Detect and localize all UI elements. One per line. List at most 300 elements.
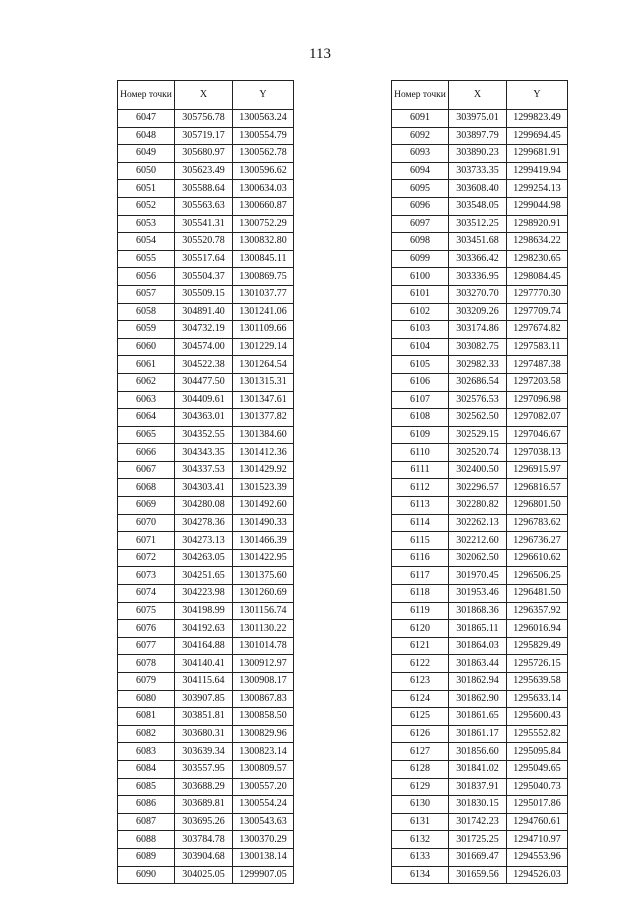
table-row [118,479,294,497]
point-number-cell: 6120 [392,620,449,638]
table-row [392,285,568,303]
y-cell: 1300554.79 [233,127,294,145]
table-row [118,180,294,198]
x-cell: 301659.56 [449,866,507,884]
point-number-cell: 6079 [118,673,175,691]
point-number-cell: 6085 [118,778,175,796]
x-cell: 304273.13 [175,532,233,550]
y-cell: 1299694.45 [507,127,568,145]
table-row [392,162,568,180]
x-cell: 301953.46 [449,585,507,603]
table-row [118,250,294,268]
table-row [118,338,294,356]
y-cell: 1300752.29 [233,215,294,233]
point-number-cell: 6115 [392,532,449,550]
y-cell: 1296783.62 [507,514,568,532]
y-cell: 1296610.62 [507,549,568,567]
x-cell: 302400.50 [449,461,507,479]
point-number-cell: 6095 [392,180,449,198]
point-number-cell: 6113 [392,497,449,515]
x-cell: 304303.41 [175,479,233,497]
point-number-cell: 6100 [392,268,449,286]
table-row [118,514,294,532]
table-row [392,725,568,743]
x-cell: 304574.00 [175,338,233,356]
point-number-cell: 6122 [392,655,449,673]
x-header: X [175,81,233,110]
y-cell: 1301260.69 [233,585,294,603]
x-cell: 304343.35 [175,444,233,462]
point-number-cell: 6108 [392,409,449,427]
x-cell: 303270.70 [449,285,507,303]
y-cell: 1300858.50 [233,708,294,726]
table-row [118,110,294,128]
table-row [392,233,568,251]
y-cell: 1301377.82 [233,409,294,427]
table-row [392,866,568,884]
y-cell: 1297096.98 [507,391,568,409]
point-number-cell: 6075 [118,602,175,620]
point-number-cell: 6129 [392,778,449,796]
x-cell: 305756.78 [175,110,233,128]
y-cell: 1296915.97 [507,461,568,479]
point-number-cell: 6078 [118,655,175,673]
point-number-cell: 6117 [392,567,449,585]
x-cell: 302982.33 [449,356,507,374]
table-row [392,778,568,796]
point-number-cell: 6118 [392,585,449,603]
x-cell: 303366.42 [449,250,507,268]
y-cell: 1296816.57 [507,479,568,497]
table-row [392,127,568,145]
y-cell: 1301347.61 [233,391,294,409]
table-row [118,778,294,796]
y-cell: 1300543.63 [233,813,294,831]
point-number-cell: 6052 [118,197,175,215]
y-cell: 1301229.14 [233,338,294,356]
y-cell: 1295639.58 [507,673,568,691]
point-number-cell: 6064 [118,409,175,427]
y-cell: 1301490.33 [233,514,294,532]
table-row [118,743,294,761]
y-cell: 1295726.15 [507,655,568,673]
point-number-cell: 6097 [392,215,449,233]
y-cell: 1297487.38 [507,356,568,374]
point-number-cell: 6082 [118,725,175,743]
table-row [392,180,568,198]
table-row [392,321,568,339]
point-number-cell: 6093 [392,145,449,163]
point-number-cell: 6083 [118,743,175,761]
point-number-cell: 6111 [392,461,449,479]
y-cell: 1301375.60 [233,567,294,585]
y-cell: 1297583.11 [507,338,568,356]
y-cell: 1301412.36 [233,444,294,462]
point-number-cell: 6133 [392,848,449,866]
y-cell: 1295552.82 [507,725,568,743]
point-number-cell: 6125 [392,708,449,726]
x-cell: 305517.64 [175,250,233,268]
point-number-cell: 6121 [392,637,449,655]
table-row [118,690,294,708]
table-row [118,233,294,251]
point-number-cell: 6070 [118,514,175,532]
y-cell: 1296481.50 [507,585,568,603]
x-cell: 304477.50 [175,373,233,391]
point-number-cell: 6088 [118,831,175,849]
table-row [392,426,568,444]
x-cell: 303680.31 [175,725,233,743]
point-number-cell: 6060 [118,338,175,356]
x-cell: 302212.60 [449,532,507,550]
table-row [392,391,568,409]
table-row [392,145,568,163]
point-number-cell: 6112 [392,479,449,497]
y-cell: 1300829.96 [233,725,294,743]
table-row [392,673,568,691]
table-row [118,145,294,163]
x-cell: 301669.47 [449,848,507,866]
point-number-cell: 6054 [118,233,175,251]
y-cell: 1300908.17 [233,673,294,691]
y-cell: 1298920.91 [507,215,568,233]
table-row [392,602,568,620]
table-row [118,831,294,849]
table-row [392,813,568,831]
x-cell: 303907.85 [175,690,233,708]
y-cell: 1298084.45 [507,268,568,286]
x-cell: 304198.99 [175,602,233,620]
point-number-cell: 6096 [392,197,449,215]
table-row [392,620,568,638]
y-cell: 1294710.97 [507,831,568,849]
y-cell: 1301241.06 [233,303,294,321]
table-row [118,162,294,180]
point-number-cell: 6055 [118,250,175,268]
x-cell: 301837.91 [449,778,507,796]
y-cell: 1300823.14 [233,743,294,761]
x-cell: 303512.25 [449,215,507,233]
y-cell: 1301264.54 [233,356,294,374]
point-number-cell: 6131 [392,813,449,831]
table-row [118,356,294,374]
table-row [392,479,568,497]
point-number-cell: 6061 [118,356,175,374]
table-row [392,514,568,532]
x-cell: 303975.01 [449,110,507,128]
y-cell: 1300809.57 [233,760,294,778]
table-row [118,268,294,286]
right-table-body [392,110,568,884]
point-number-cell: 6065 [118,426,175,444]
table-header-row [392,81,568,110]
point-number-cell: 6069 [118,497,175,515]
table-row [392,708,568,726]
table-row [118,848,294,866]
x-cell: 303688.29 [175,778,233,796]
x-cell: 303608.40 [449,180,507,198]
y-cell: 1300912.97 [233,655,294,673]
x-cell: 301856.60 [449,743,507,761]
y-cell: 1300660.87 [233,197,294,215]
table-row [392,831,568,849]
table-row [118,197,294,215]
table-row [118,620,294,638]
y-cell: 1300867.83 [233,690,294,708]
x-cell: 304891.40 [175,303,233,321]
x-cell: 304278.36 [175,514,233,532]
page-number: 113 [309,46,331,62]
point-number-cell: 6107 [392,391,449,409]
x-cell: 305563.63 [175,197,233,215]
table-row [392,743,568,761]
point-number-cell: 6126 [392,725,449,743]
x-cell: 305520.78 [175,233,233,251]
y-cell: 1301429.92 [233,461,294,479]
table-row [118,215,294,233]
y-cell: 1300869.75 [233,268,294,286]
table-row [118,655,294,673]
x-cell: 302529.15 [449,426,507,444]
x-cell: 302062.50 [449,549,507,567]
x-cell: 302280.82 [449,497,507,515]
y-cell: 1300845.11 [233,250,294,268]
x-cell: 304223.98 [175,585,233,603]
x-cell: 302686.54 [449,373,507,391]
y-cell: 1297203.58 [507,373,568,391]
y-cell: 1296506.25 [507,567,568,585]
point-number-cell: 6090 [118,866,175,884]
x-cell: 304363.01 [175,409,233,427]
table-row [118,637,294,655]
x-cell: 304251.65 [175,567,233,585]
point-number-cell: 6102 [392,303,449,321]
table-row [392,461,568,479]
table-row [392,444,568,462]
x-cell: 301841.02 [449,760,507,778]
point-number-cell: 6099 [392,250,449,268]
y-cell: 1295633.14 [507,690,568,708]
y-cell: 1295049.65 [507,760,568,778]
x-cell: 301970.45 [449,567,507,585]
y-cell: 1300832.80 [233,233,294,251]
table-row [118,549,294,567]
point-number-cell: 6067 [118,461,175,479]
table-row [392,303,568,321]
point-number-cell: 6123 [392,673,449,691]
x-cell: 302562.50 [449,409,507,427]
x-cell: 305588.64 [175,180,233,198]
x-cell: 301865.11 [449,620,507,638]
table-row [118,303,294,321]
y-cell: 1300554.24 [233,796,294,814]
x-cell: 303451.68 [449,233,507,251]
point-number-cell: 6132 [392,831,449,849]
table-row [392,409,568,427]
table-row [392,110,568,128]
table-row [118,321,294,339]
table-row [118,602,294,620]
y-cell: 1301109.66 [233,321,294,339]
x-cell: 303890.23 [449,145,507,163]
y-cell: 1301315.31 [233,373,294,391]
x-cell: 302262.13 [449,514,507,532]
x-cell: 301830.15 [449,796,507,814]
point-number-cell: 6059 [118,321,175,339]
point-number-cell: 6086 [118,796,175,814]
y-cell: 1297674.82 [507,321,568,339]
point-number-cell: 6084 [118,760,175,778]
y-cell: 1299907.05 [233,866,294,884]
y-cell: 1297046.67 [507,426,568,444]
x-cell: 301861.17 [449,725,507,743]
y-cell: 1300562.78 [233,145,294,163]
point-number-cell: 6114 [392,514,449,532]
point-number-header: Номер точки [118,81,175,110]
y-cell: 1297709.74 [507,303,568,321]
point-number-cell: 6053 [118,215,175,233]
table-row [118,708,294,726]
y-cell: 1300634.03 [233,180,294,198]
table-row [118,567,294,585]
point-number-cell: 6101 [392,285,449,303]
table-row [118,391,294,409]
y-cell: 1297770.30 [507,285,568,303]
point-number-cell: 6119 [392,602,449,620]
x-cell: 304140.41 [175,655,233,673]
y-cell: 1301037.77 [233,285,294,303]
point-number-cell: 6103 [392,321,449,339]
y-cell: 1294760.61 [507,813,568,831]
y-cell: 1299254.13 [507,180,568,198]
x-cell: 301862.94 [449,673,507,691]
table-row [118,796,294,814]
point-number-cell: 6104 [392,338,449,356]
y-cell: 1301422.95 [233,549,294,567]
table-row [118,585,294,603]
table-row [392,373,568,391]
x-cell: 301862.90 [449,690,507,708]
y-cell: 1300557.20 [233,778,294,796]
table-row [118,673,294,691]
table-row [118,373,294,391]
x-cell: 304263.05 [175,549,233,567]
x-cell: 303082.75 [449,338,507,356]
point-number-cell: 6105 [392,356,449,374]
point-number-cell: 6056 [118,268,175,286]
point-number-cell: 6098 [392,233,449,251]
x-cell: 301725.25 [449,831,507,849]
x-cell: 304115.64 [175,673,233,691]
y-cell: 1301523.39 [233,479,294,497]
x-cell: 303733.35 [449,162,507,180]
table-row [392,567,568,585]
point-number-cell: 6091 [392,110,449,128]
y-cell: 1298230.65 [507,250,568,268]
table-row [392,549,568,567]
x-cell: 302296.57 [449,479,507,497]
x-cell: 303695.26 [175,813,233,831]
x-cell: 304280.08 [175,497,233,515]
point-number-cell: 6077 [118,637,175,655]
x-cell: 304164.88 [175,637,233,655]
table-header-row [118,81,294,110]
point-number-cell: 6076 [118,620,175,638]
y-header: Y [233,81,294,110]
y-cell: 1296016.94 [507,620,568,638]
x-cell: 303904.68 [175,848,233,866]
point-number-cell: 6134 [392,866,449,884]
x-cell: 303639.34 [175,743,233,761]
table-row [118,866,294,884]
y-cell: 1301156.74 [233,602,294,620]
x-cell: 303336.95 [449,268,507,286]
table-row [392,690,568,708]
x-cell: 305680.97 [175,145,233,163]
table-row [392,268,568,286]
table-row [118,497,294,515]
table-row [392,585,568,603]
point-number-cell: 6068 [118,479,175,497]
x-cell: 304352.55 [175,426,233,444]
x-cell: 301863.44 [449,655,507,673]
y-cell: 1295829.49 [507,637,568,655]
x-cell: 305719.17 [175,127,233,145]
point-number-cell: 6081 [118,708,175,726]
point-number-cell: 6048 [118,127,175,145]
table-row [392,356,568,374]
y-cell: 1295095.84 [507,743,568,761]
y-cell: 1298634.22 [507,233,568,251]
y-cell: 1299823.49 [507,110,568,128]
table-row [392,215,568,233]
x-cell: 303784.78 [175,831,233,849]
x-cell: 301742.23 [449,813,507,831]
y-cell: 1294553.96 [507,848,568,866]
point-number-cell: 6127 [392,743,449,761]
table-row [392,796,568,814]
y-cell: 1295600.43 [507,708,568,726]
y-cell: 1299419.94 [507,162,568,180]
table-row [392,250,568,268]
table-row [118,127,294,145]
x-cell: 301861.65 [449,708,507,726]
y-cell: 1301014.78 [233,637,294,655]
table-row [118,461,294,479]
y-cell: 1296801.50 [507,497,568,515]
y-cell: 1301492.60 [233,497,294,515]
y-cell: 1297082.07 [507,409,568,427]
point-number-cell: 6051 [118,180,175,198]
x-cell: 303897.79 [449,127,507,145]
x-cell: 305504.37 [175,268,233,286]
x-cell: 304192.63 [175,620,233,638]
y-cell: 1299044.98 [507,197,568,215]
point-number-cell: 6089 [118,848,175,866]
table-row [392,338,568,356]
table-row [392,497,568,515]
table-row [118,444,294,462]
x-cell: 304337.53 [175,461,233,479]
y-cell: 1300596.62 [233,162,294,180]
x-cell: 305509.15 [175,285,233,303]
table-row [118,725,294,743]
x-cell: 303209.26 [449,303,507,321]
table-row [118,532,294,550]
table-row [392,760,568,778]
point-number-cell: 6047 [118,110,175,128]
x-cell: 303174.86 [449,321,507,339]
